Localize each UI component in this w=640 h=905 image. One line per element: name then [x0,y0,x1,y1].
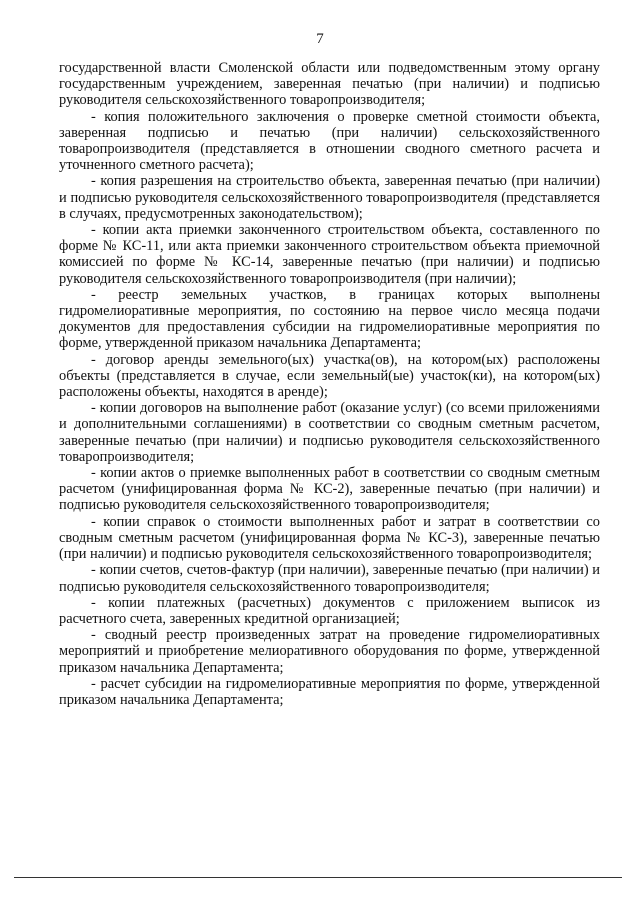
list-item-ks3-certificates-copy: - копии справок о стоимости выполненных работ и затрат в соответствии со сводным сметным расчетом (унифицированная форма № КС-3), заверенные печатью (при наличии) и подписью руководителя сельскохозяйственного товаропроизводителя; [59,513,600,563]
list-item-land-plot-register: - реестр земельных участков, в границах которых выполнены гидромелиоративные мероприятия, по состоянию на первое число месяца подачи документов для предоставления субсидии на гидромелиоративные мероприятия по форме, утвержденной приказом начальника Департамента; [59,286,600,352]
list-item-payment-documents-copy: - копии платежных (расчетных) документов с приложением выписок из расчетного счета, заверенных кредитной организацией; [59,594,600,627]
bottom-divider [14,877,622,878]
document-body [59,60,600,708]
list-item-invoices-copy: - копии счетов, счетов-фактур (при наличии), заверенные печатью (при наличии) и подписью руководителя сельскохозяйственного товаропроизводителя; [59,562,600,595]
list-item-work-contracts-copy: - копии договоров на выполнение работ (оказание услуг) (со всеми приложениями и дополнительными соглашениями) в соответствии со сводным сметным расчетом, заверенные печатью (при наличии) и подписью руководителя сельскохозяйственного товаропроизводителя; [59,400,600,465]
list-item-costs-register: - сводный реестр произведенных затрат на проведение гидромелиоративных мероприятий и приобретение мелиоративного оборудования по форме, утвержденной приказом начальника Департамента; [59,627,600,676]
list-item-lease-agreement: - договор аренды земельного(ых) участка(ов), на котором(ых) расположены объекты (представляется в случае, если земельный(ые) участок(ки), на котором(ых) расположены объекты, находятся в аренде); [59,351,600,401]
list-item-positive-conclusion-copy: - копия положительного заключения о проверке сметной стоимости объекта, заверенная подписью и печатью (при наличии) сельскохозяйственного товаропроизводителя (представляется в отношении сводного сметного расчета и уточненного сметного расчета); [59,108,600,174]
page-number: 7 [316,31,324,47]
list-item-acceptance-act-copy: - копии акта приемки законченного строительством объекта, составленного по форме № КС-11, или акта приемки законченного строительством объекта приемочной комиссией по форме № КС-14, заверенные печатью (при наличии) и подписью руководителя сельскохозяйственного товаропроизводителя (при наличии); [59,222,600,287]
list-item-ks2-acts-copy: - копии актов о приемке выполненных работ в соответствии со сводным сметным расчетом (унифицированная форма № КС-2), заверенные печатью (при наличии) и подписью руководителя сельскохозяйственного товаропроизводителя; [59,465,600,514]
paragraph-continuation: государственной власти Смоленской области или подведомственным этому органу государственным учреждением, заверенная печатью (при наличии) и подписью руководителя сельскохозяйственного товаропроизводителя; [59,60,600,109]
list-item-construction-permit-copy: - копия разрешения на строительство объекта, заверенная печатью (при наличии) и подписью руководителя сельскохозяйственного товаропроизводителя (представляется в случаях, предусмотренных законодательством); [59,173,600,222]
list-item-subsidy-calculation: - расчет субсидии на гидромелиоративные мероприятия по форме, утвержденной приказом начальника Департамента; [59,675,600,708]
